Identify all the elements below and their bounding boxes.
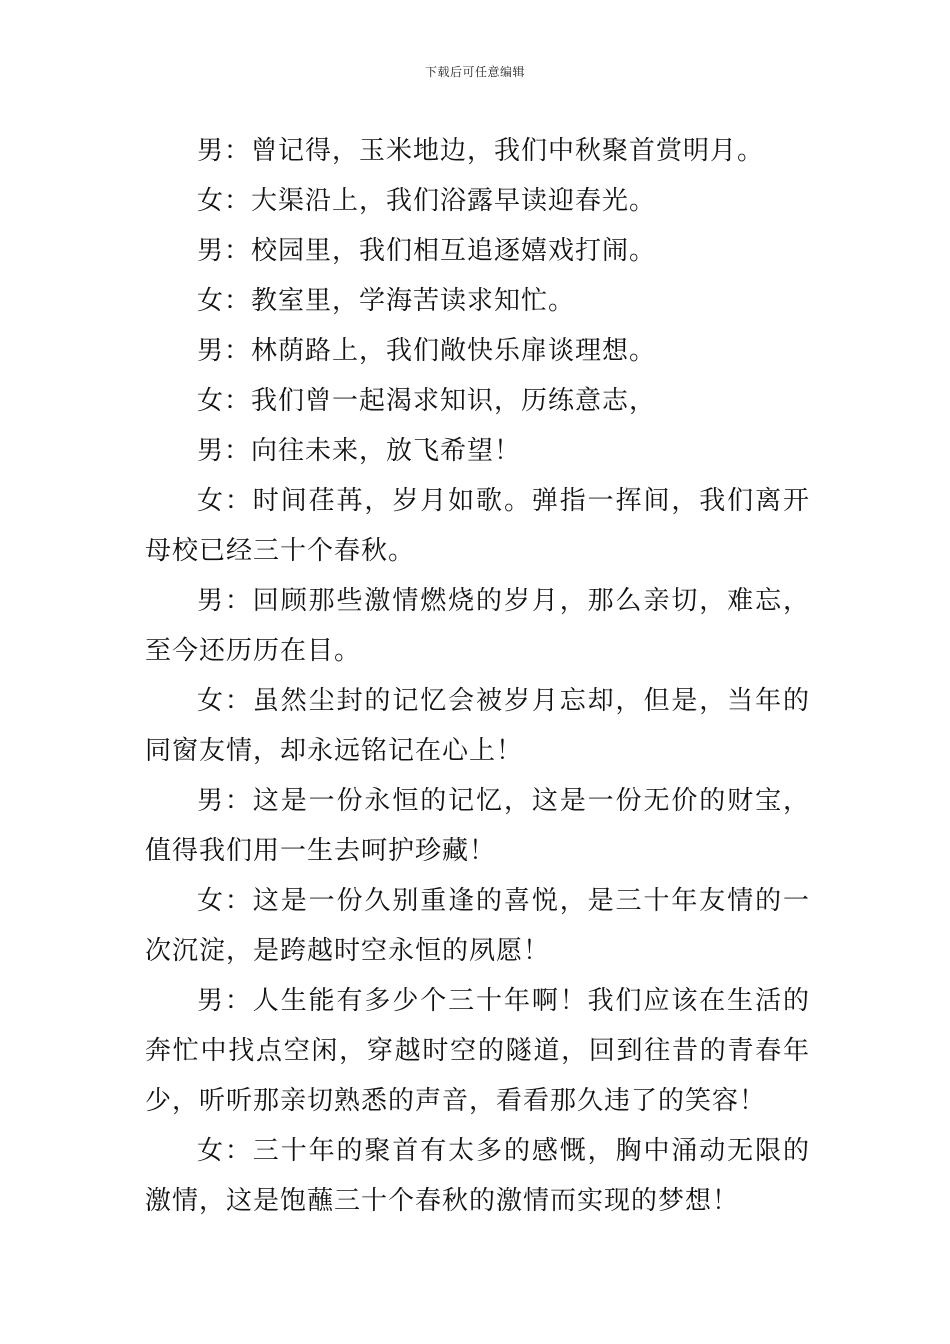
dialogue-paragraph: 女：我们曾一起渴求知识，历练意志， — [197, 386, 657, 416]
dialogue-paragraph: 女：虽然尘封的记忆会被岁月忘却，但是，当年的同窗友情，却永远铭记在心上！ — [145, 686, 810, 766]
dialogue-paragraph: 男：林荫路上，我们敞快乐扉谈理想。 — [197, 336, 657, 366]
dialogue-paragraph: 男：回顾那些激情燃烧的岁月，那么亲切，难忘，至今还历历在目。 — [145, 586, 810, 666]
dialogue-paragraph: 女：三十年的聚首有太多的感慨，胸中涌动无限的激情，这是饱蘸三十个春秋的激情而实现的梦想！ — [145, 1136, 810, 1216]
dialogue-paragraph: 男：这是一份永恒的记忆，这是一份无价的财宝，值得我们用一生去呵护珍藏！ — [145, 786, 810, 866]
page-header: 下载后可任意编辑 — [424, 65, 525, 79]
dialogue-paragraph: 男：校园里，我们相互追逐嬉戏打闹。 — [197, 236, 657, 266]
dialogue-paragraph: 男：向往未来，放飞希望！ — [197, 436, 522, 466]
dialogue-paragraph: 男：曾记得，玉米地边，我们中秋聚首赏明月。 — [197, 136, 765, 166]
dialogue-paragraph: 女：时间荏苒，岁月如歌。弹指一挥间，我们离开母校已经三十个春秋。 — [145, 486, 810, 566]
document-body — [145, 126, 810, 1226]
dialogue-paragraph: 女：这是一份久别重逢的喜悦，是三十年友情的一次沉淀，是跨越时空永恒的夙愿！ — [145, 886, 810, 966]
dialogue-paragraph: 女：大渠沿上，我们浴露早读迎春光。 — [197, 186, 657, 216]
dialogue-paragraph: 男：人生能有多少个三十年啊！我们应该在生活的奔忙中找点空闲，穿越时空的隧道，回到往昔的青春年少，听听那亲切熟悉的声音，看看那久违了的笑容！ — [145, 986, 810, 1116]
dialogue-paragraph: 女：教室里，学海苦读求知忙。 — [197, 286, 576, 316]
